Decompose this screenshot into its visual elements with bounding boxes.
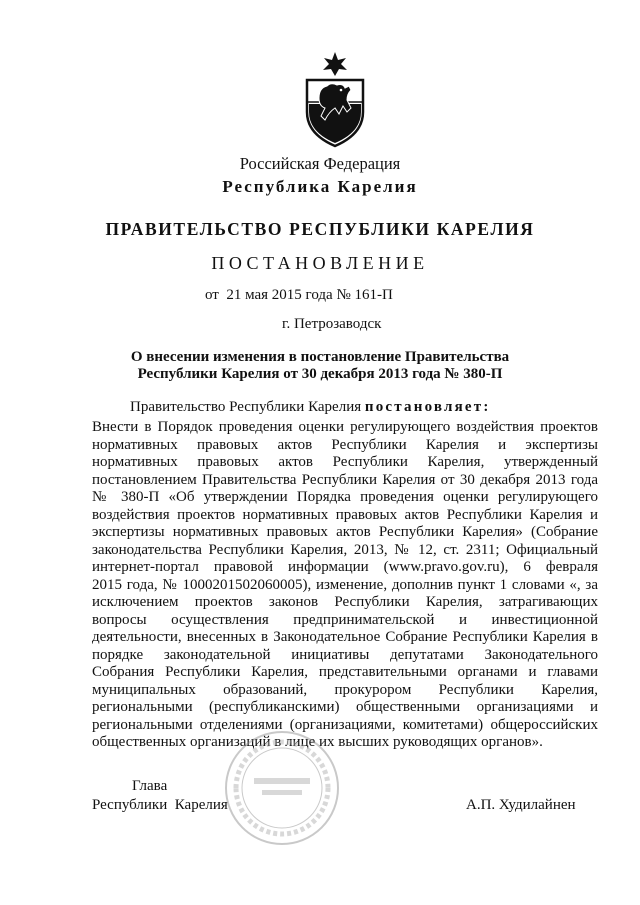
document-type: ПОСТАНОВЛЕНИЕ [211,253,429,273]
body-line: экспертизы нормативных правовых актов Республики Карелия» (Собрание [92,524,598,540]
republic-name: Республика Карелия [222,177,418,196]
body-line: нормативных правовых актов Республики Карелия, утвержденный [92,454,598,470]
preamble-text: Правительство Республики Карелия [130,399,365,415]
body-line: Собрания Республики Карелия, представительными органами и главами [92,664,598,680]
document-subject [0,349,640,383]
subject-line: Республики Карелия от 30 декабря 2013 года № 380-П [137,366,503,382]
signatory-title: Республики Карелия [92,797,228,813]
body-line: региональными (республиканскими) общественными организациями и [92,699,598,715]
body-line: исключением проектов законов Республики Карелия, затрагивающих [92,594,598,610]
body-paragraph [92,419,598,752]
body-line: воздействия проектов нормативных правовых актов Республики Карелия и [92,506,598,523]
subject-line: О внесении изменения в постановление Правительства [130,349,510,365]
body-line: порядке законодательной инициативы депутатами Законодательного [92,646,598,663]
signatory-name: А.П. Худилайнен [466,797,576,813]
body-line: муниципальных образований, прокурором Республики Карелия, [92,681,598,698]
body-line: деятельности, внесенных в Законодательное Собрание Республики Карелия в [92,629,598,645]
body-line: нормативных правовых актов Республики Карелия и экспертизы [92,436,598,453]
coat-of-arms-icon [297,50,373,148]
body-line: вопросы осуществления предпринимательской и инвестиционной [92,611,598,628]
body-line: постановлением Правительства Республики Карелия от 30 декабря 2013 года [92,471,598,488]
document-city: г. Петрозаводск [282,316,382,332]
signatory-title: Глава [132,778,168,794]
body-line: региональными отделениями (организациями, комитетами) общероссийских [92,716,598,733]
decree-word: постановляет: [364,399,491,415]
document-date-number: от 21 мая 2015 года № 161-П [205,287,393,303]
country-name: Российская Федерация [239,154,401,173]
body-line: законодательства Республики Карелия, 2013, № 12, ст. 2311; Официальный [92,541,598,558]
body-line: № 380-П «Об утверждении Порядка проведения оценки регулирующего [92,489,598,505]
body-line: 2015 года, № 1000201502060005), изменение, дополнив пункт 1 словами «, за [92,576,598,593]
body-line: Внести в Порядок проведения оценки регулирующего воздействия проектов [92,419,598,435]
body-line: интернет-портал правовой информации (www.pravo.gov.ru), 6 февраля [92,559,598,575]
preamble [130,399,491,416]
official-stamp-icon [222,728,342,848]
body-line: общественных организаций в лице их высших руководящих органов». [92,734,543,750]
government-title: ПРАВИТЕЛЬСТВО РЕСПУБЛИКИ КАРЕЛИЯ [105,219,535,239]
